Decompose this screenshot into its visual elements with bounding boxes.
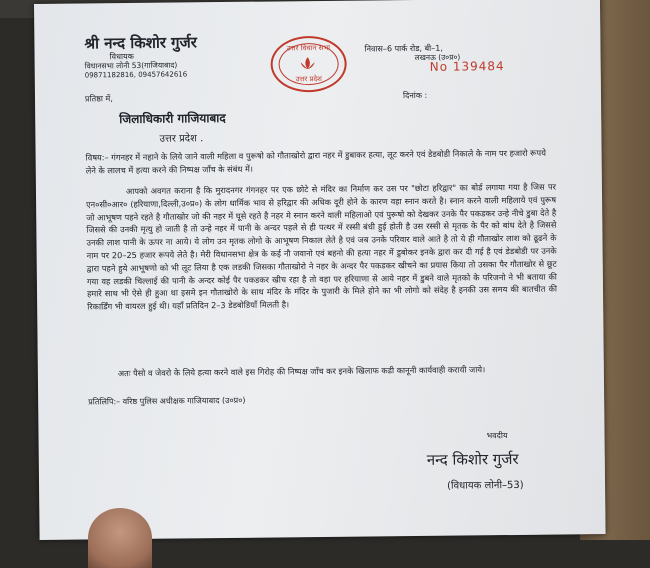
lotus-emblem-icon (297, 56, 319, 70)
residence-city: लखनऊ (उ०प्र०) (414, 52, 461, 63)
body-paragraph-1: आपको अवगत कराना है कि मुरादनगर गंगनहर पर एक छोटे से मंदिर का निर्माण कर उस पर "छोटा हरिद्वार" का बोर्ड लगाया गया है जिस पर एन०सी०आर० (हरियाणा,दिल्ली,उ०प्र०) के लोग धार्मिक भाव से हरिद्वार की अधिक दूरी होने के कारण वहा स्नान करते है। स्नान करने वाली महिलाये एवं पुरूष जो आभूषण पहने रहते है गौताखोर जो की नहर में घूसे रहते है नहर मे स्नान करने वाली महिलाओ एवं पुरूषो को देखकर उनके पैर पकडकर उन्हे नीचे डुबा देते है जिससे की उनकी मृत्यु हो जाती है तो उन्हे नहर में पानी के अन्दर पहले से ही पत्थर में रस्सी बंधी हुई होती है उस रस्सी से मृतक के पैर को बांध देते है जिससे उनकी लाश पानी के ऊपर ना आये। ये लोग उन मृतक लोगो के आभूषण निकाल लेते है एवं जब उनके परिवार वाले आते है तो ये ही गौताखोर लाश को ढूढने के नाम पर 20–25 हजार रूपये लेते है। मेरी विधानसभा क्षेत्र के कई नौ जवानो एवं बहनो की हत्या नहर में डुबोकर इनके द्वारा कर दी गई है एवं डेडबोडी पर उनके द्वारा पहने हुये आभूषणो को भी लूट लिया है एक लडकी जिसका गौताखोरो ने नहर के अन्दर पैर पकडकर खीचने का प्रयास किया तो उसका पैर गौताखोर से छूट गया वह लडकी चिल्लाई की पानी के अन्दर कोई पैर पकडकर खीच रहा है तो वहा पर हरियाणा से आये नहर में डुबने वाले मृतको के परिजनो ने भी बताया की हमारे साथ भी ऐसे ही हुआ था इसमे इन गौताखोरो के साथ मंदिर के मंदिर के पुजारी के मिले होने का भी लोगो को संदेह है इनकी उस समय की बातचीत की रिकार्डिंग भी वायरल हुई थी। यहाँ प्रतिदिन 2–3 डेडबोडियाँ मिलती है। (86, 181, 558, 312)
date-label: दिनांक : (402, 90, 428, 101)
seal-bottom-text: उत्तर प्रदेश (295, 74, 322, 84)
seal-top-text: उत्तर विधान सभा (286, 43, 331, 53)
holding-thumb (88, 508, 152, 568)
body-paragraph-2: अतः पैसो व जेवरो के लिये हत्या करने वाले इस गिरोह की निष्पक्ष जाँच कर इनके खिलाफ कडी कानूनी कार्यवाही करायी जाये। (117, 364, 486, 379)
signature-designation: (विधायक लोनी–53) (447, 479, 524, 492)
letterhead-name: श्री नन्द किशोर गुर्जर (84, 33, 197, 53)
addressee-state: उत्तर प्रदेश . (159, 133, 204, 145)
letterhead-constituency: विधानसभा लोनी 53(गाजियाबाद) (84, 60, 178, 71)
copy-to-line: प्रतिलिपि:– वरिष्ठ पुलिस अधीक्षक गाजियाबाद (उ०प्र०) (88, 395, 246, 407)
signature-name: नन्द किशोर गुर्जर (426, 449, 519, 469)
serial-number: No 139484 (429, 59, 505, 74)
ref-label: प्रतिष्ठा में, (84, 94, 113, 104)
letterhead-designation: विधायक (109, 51, 134, 62)
letter-page (34, 0, 606, 540)
letterhead-phones: 09871182816, 09457642616 (84, 70, 188, 80)
subject-line: विषय:– गंगनहर में नहाने के लिये जाने वाली महिला व पुरूषो को गौताखोरो द्वारा नहर में डुबाकर हत्या, लूट करने एवं डेडबोडी निकाले के नाम पर हजारो रूपये लेने के लालच में हत्या करने की निष्पक्ष जाँच के संबंध में। (85, 147, 546, 176)
residence-address: निवास–6 पार्क रोड, बी–1, (364, 43, 443, 54)
addressee: जिलाधिकारी गाजियाबाद (119, 110, 226, 127)
closing-word: भवदीय (486, 431, 508, 441)
assembly-seal (270, 36, 347, 93)
